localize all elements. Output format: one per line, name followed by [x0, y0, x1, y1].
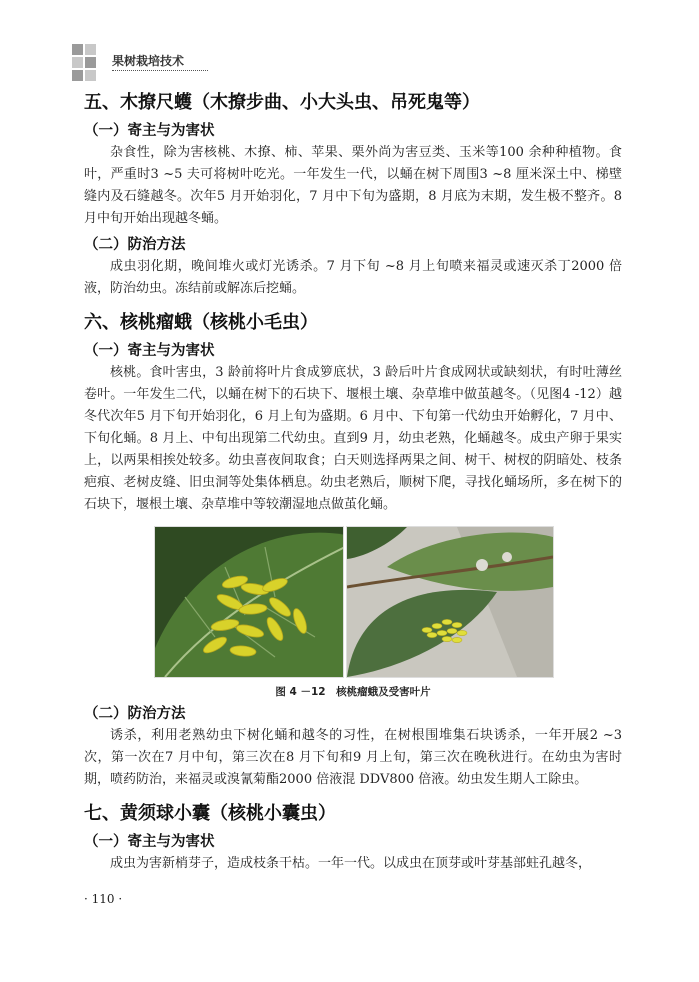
damaged-leaf-photo: [346, 526, 554, 678]
section-6-host-heading: （一）寄主与为害状: [84, 343, 215, 359]
section-7-host-heading: （一）寄主与为害状: [84, 834, 215, 850]
larvae-on-leaf-photo: [154, 526, 344, 678]
page-content: [84, 90, 622, 875]
section-6-control-text: 诱杀，利用老熟幼虫下树化蛹和越冬的习性，在树根围堆集石块诱杀，一年开展2 ~3 次，第一次在7 月中旬，第三次在8 月下旬和9 月上旬，第三次在晚秋进行。在幼虫为害时期，喷药防治，来福灵或溴氰菊酯2000 倍液混 DDV800 倍液。幼虫发生期人工除虫。: [84, 728, 622, 787]
running-header-title: 果树栽培技术: [112, 54, 185, 68]
figure-caption: 图 4 －12 核桃瘤蛾及受害叶片: [275, 686, 431, 698]
section-5-control-heading: （二）防治方法: [84, 237, 186, 253]
section-5-heading: 五、木撩尺蠖（木撩步曲、小大头虫、吊死鬼等）: [84, 92, 480, 113]
header-logo-icon: [72, 44, 108, 80]
page-number: · 110 ·: [84, 892, 123, 906]
section-6-control-heading: （二）防治方法: [84, 706, 186, 722]
header-dotted-rule: [112, 70, 208, 71]
section-5-host-text: 杂食性，除为害核桃、木撩、柿、苹果、栗外尚为害豆类、玉米等100 余种种植物。食叶，严重时3 ~5 夫可将树叶吃光。一年发生一代，以蛹在树下周围3 ~8 厘米深土中、梯壁缝内及石缝越冬。次年5 月开始羽化，7 月中下旬为盛期，8 月底为末期，发生极不整齐。8 月中旬开始出现越冬蛹。: [84, 145, 622, 226]
section-7-host-text: 成虫为害新梢芽子，造成枝条干枯。一年一代。以成虫在顶芽或叶芽基部蛀孔越冬，: [110, 856, 592, 871]
section-5-control-text: 成虫羽化期，晚间堆火或灯光诱杀。7 月下旬 ~8 月上旬喷来福灵或速灭杀丁2000 倍液，防治幼虫。冻结前或解冻后挖蛹。: [84, 259, 622, 296]
section-5-host-heading: （一）寄主与为害状: [84, 123, 215, 139]
figure-4-12: [84, 526, 622, 676]
section-6-host-text: 核桃。食叶害虫，3 龄前将叶片食成箩底状，3 龄后叶片食成网状或缺刻状，有时吐薄丝卷叶。一年发生二代，以蛹在树下的石块下、堰根土壤、杂草堆中做茧越冬。（见图4 -12）越冬代次年5 月下旬开始羽化，6 月上旬为盛期。6 月中、下旬第一代幼虫开始孵化，7 月中、下旬化蛹。8 月上、中旬出现第二代幼虫。直到9 月，幼虫老熟，化蛹越冬。成虫产卵于果实上，以两果相挨处较多。幼虫喜夜间取食；白天则选择两果之间、树干、树杈的阴暗处、枝条疤痕、老树皮缝、旧虫洞等处集体栖息。幼虫老熟后，顺树下爬，寻找化蛹场所，多在树下的石块下，堰根土壤、杂草堆中等较潮湿地点做茧化蛹。: [84, 365, 622, 512]
section-7-heading: 七、黄须球小囊（核桃小囊虫）: [84, 803, 336, 824]
section-6-heading: 六、核桃瘤蛾（核桃小毛虫）: [84, 312, 318, 333]
